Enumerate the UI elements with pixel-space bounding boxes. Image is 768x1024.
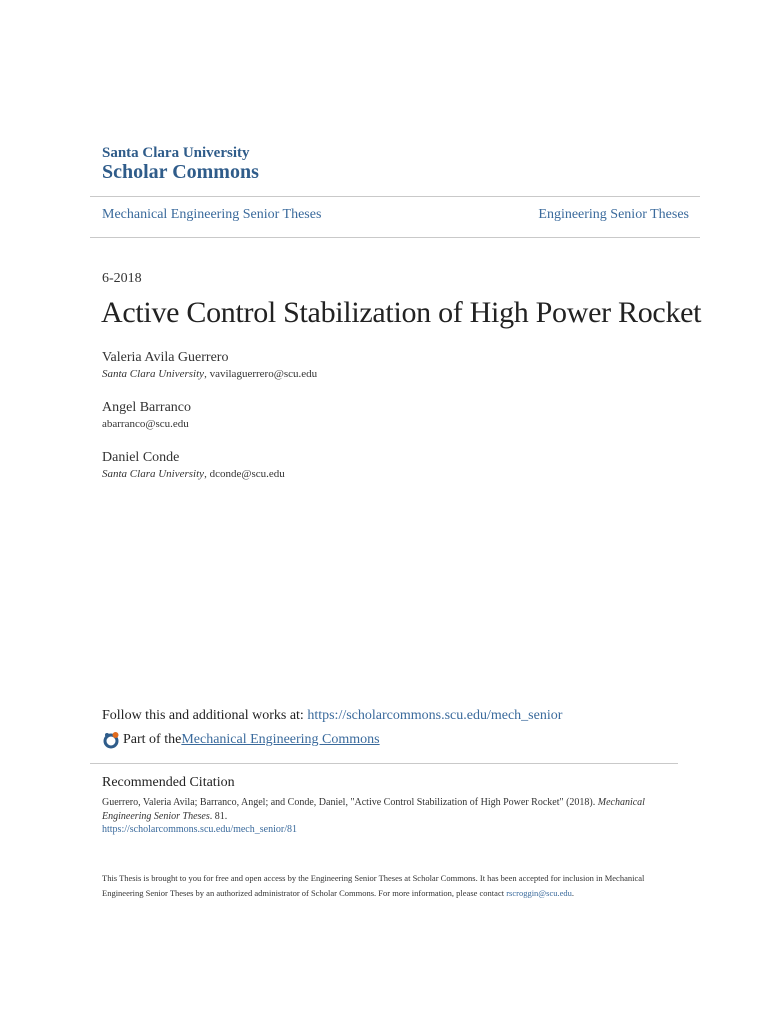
citation-series: Mechanical Engineering Senior Theses (102, 797, 645, 822)
contact-email[interactable]: rscroggin@scu.edu (506, 888, 572, 898)
repository-name[interactable]: Scholar Commons (102, 161, 259, 183)
author-block-1 (102, 350, 317, 380)
notice-end: . (571, 888, 574, 898)
citation-heading: Recommended Citation (102, 775, 235, 790)
author-email[interactable]: dconde@scu.edu (209, 468, 285, 480)
part-of-line (102, 731, 380, 749)
citation-divider (90, 763, 678, 764)
access-notice (102, 871, 682, 901)
follow-text: Follow this and additional works at: (102, 708, 308, 723)
commons-link[interactable]: Mechanical Engineering Commons (181, 732, 380, 747)
follow-url[interactable]: https://scholarcommons.scu.edu/mech_senior (307, 708, 563, 723)
author-email[interactable]: vavilaguerrero@scu.edu (209, 368, 318, 380)
author-email[interactable]: abarranco@scu.edu (102, 418, 189, 430)
author-name: Angel Barranco (102, 400, 192, 415)
author-affiliation: Santa Clara University, vavilaguerrero@scu.edu (102, 368, 318, 380)
network-icon (102, 731, 120, 749)
citation-url[interactable]: https://scholarcommons.scu.edu/mech_senior/81 (102, 824, 297, 835)
part-of-prefix: Part of the (123, 732, 182, 747)
publication-date: 6-2018 (102, 271, 142, 286)
collection-link[interactable]: Engineering Senior Theses (538, 207, 689, 222)
series-link[interactable]: Mechanical Engineering Senior Theses (102, 207, 322, 222)
affiliation: Santa Clara University (102, 468, 205, 480)
author-block-2 (102, 400, 191, 430)
author-name: Valeria Avila Guerrero (102, 350, 229, 365)
author-name: Daniel Conde (102, 450, 180, 465)
author-block-3 (102, 450, 285, 480)
author-affiliation: Santa Clara University, dconde@scu.edu (102, 468, 285, 480)
university-name: Santa Clara University (102, 145, 250, 161)
paper-title: Active Control Stabilization of High Power Rocket (101, 296, 702, 329)
affiliation: Santa Clara University (102, 368, 205, 380)
citation-number: . 81. (209, 811, 228, 822)
top-divider (90, 196, 700, 197)
follow-line (102, 708, 562, 724)
notice-text: This Thesis is brought to you for free and open access by the Engineering Senior Theses at Scholar Commons. It has been accepted for inclusion in Mechanical Engineering Senior Theses by an authorized administrator of Scholar Commons. For more information, please contact (102, 873, 645, 898)
citation-authors: Guerrero, Valeria Avila; Barranco, Angel; and Conde, Daniel, "Active Control Stabilization of High Power Rocket" (2018). (102, 797, 598, 808)
citation-text (102, 796, 682, 824)
nav-divider (90, 237, 700, 238)
